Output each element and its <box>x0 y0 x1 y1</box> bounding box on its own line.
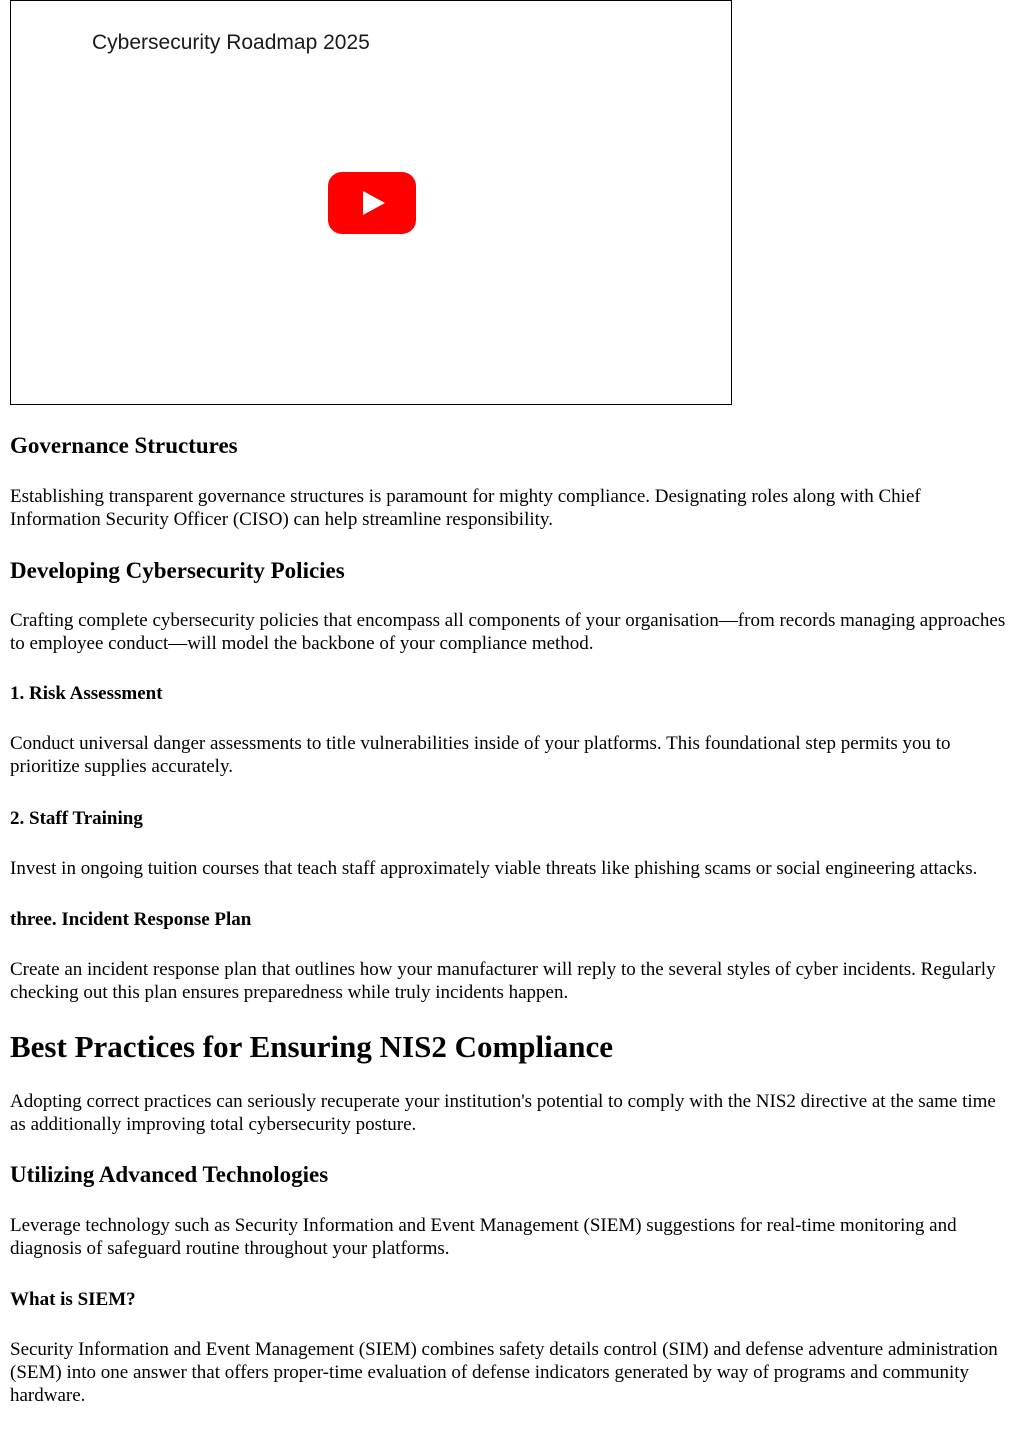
governance-heading: Governance Structures <box>10 433 238 458</box>
policies-paragraph: Crafting complete cybersecurity policies that encompass all components of your organisation—from records managing approaches to employee conduct—will model the backbone of your compliance method. <box>10 610 1006 654</box>
best-practices-paragraph: Adopting correct practices can seriously recuperate your institution's potential to comply with the NIS2 directive at the same time as additionally improving total cybersecurity posture. <box>10 1091 996 1135</box>
policies-heading: Developing Cybersecurity Policies <box>10 558 345 583</box>
technologies-heading: Utilizing Advanced Technologies <box>10 1162 329 1187</box>
video-embed[interactable] <box>10 0 732 405</box>
youtube-play-icon[interactable] <box>328 172 416 234</box>
governance-paragraph: Establishing transparent governance structures is paramount for mighty compliance. Designating roles along with Chief Information Security Officer (CISO) can help streamline responsibility. <box>10 486 921 530</box>
incident-response-heading: three. Incident Response Plan <box>10 909 252 930</box>
risk-assessment-paragraph: Conduct universal danger assessments to title vulnerabilities inside of your platforms. This foundational step permits you to prioritize supplies accurately. <box>10 733 951 777</box>
best-practices-heading: Best Practices for Ensuring NIS2 Compliance <box>10 1029 614 1064</box>
staff-training-heading: 2. Staff Training <box>10 808 143 829</box>
risk-assessment-heading: 1. Risk Assessment <box>10 683 163 704</box>
video-title[interactable]: Cybersecurity Roadmap 2025 <box>92 31 370 54</box>
siem-heading: What is SIEM? <box>10 1289 136 1310</box>
siem-paragraph: Security Information and Event Management (SIEM) combines safety details control (SIM) and defense adventure administration (SEM) into one answer that offers proper-time evaluation of defense indicators generated by way of programs and community hardware. <box>10 1339 998 1406</box>
incident-response-paragraph: Create an incident response plan that outlines how your manufacturer will reply to the several styles of cyber incidents. Regularly checking out this plan ensures preparedness while truly incidents happen. <box>10 959 996 1003</box>
staff-training-paragraph: Invest in ongoing tuition courses that teach staff approximately viable threats like phishing scams or social engineering attacks. <box>10 858 978 879</box>
technologies-paragraph: Leverage technology such as Security Information and Event Management (SIEM) suggestions for real-time monitoring and diagnosis of safeguard routine throughout your platforms. <box>10 1215 957 1259</box>
